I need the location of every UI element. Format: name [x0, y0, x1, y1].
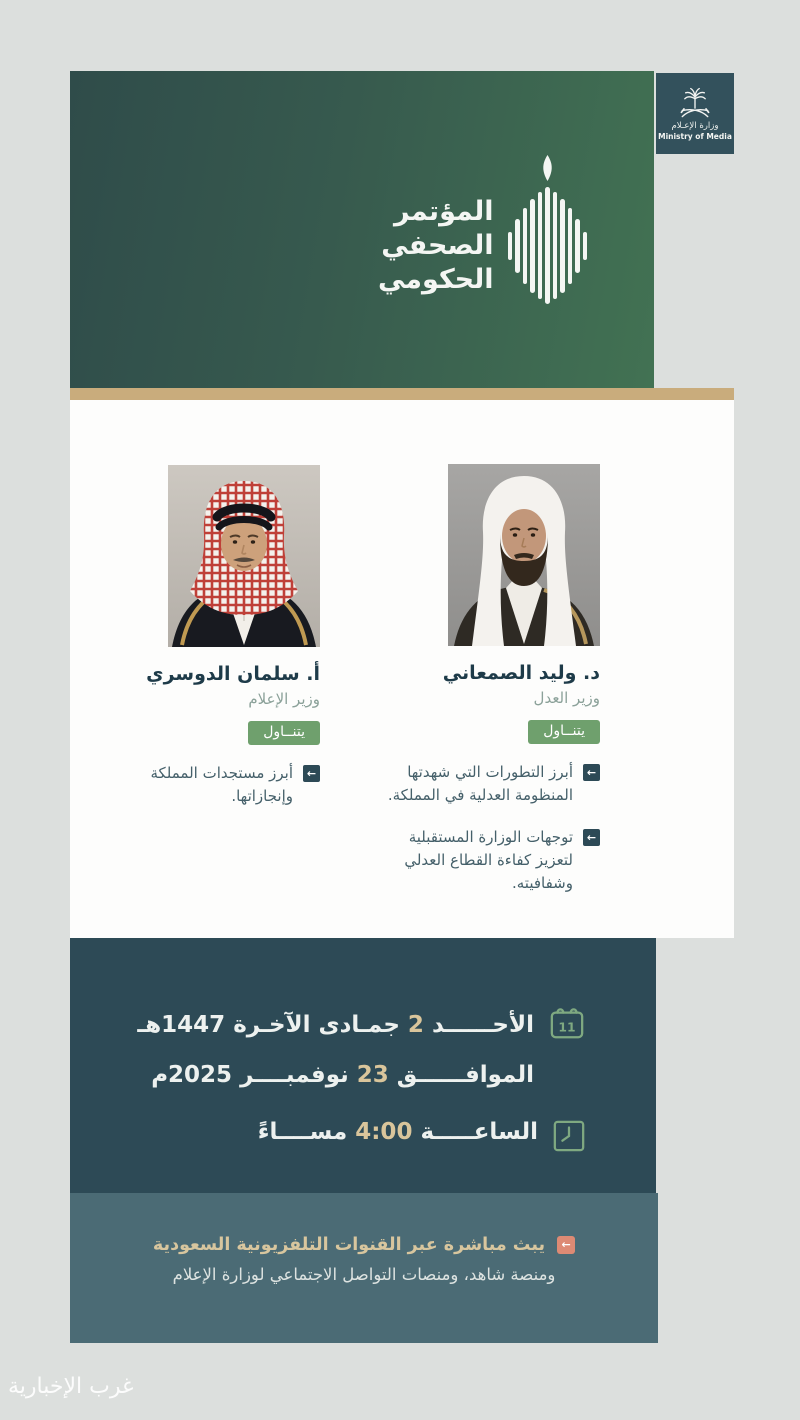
time-row	[80, 1114, 586, 1157]
speaker-name: د. وليد الصمعاني	[442, 662, 600, 684]
left-arrow-icon: ←	[583, 764, 600, 781]
date-text	[137, 1000, 534, 1100]
hijri-date-line: الأحــــــد 2 جمـادى الآخـرة 1447هـ	[137, 1012, 534, 1038]
palm-swords-emblem-icon	[678, 86, 712, 120]
soundwave-logo-icon	[508, 155, 588, 304]
broadcast-line-2: ومنصة شاهد، ومنصات التواصل الاجتماعي لوزارة الإعلام	[172, 1265, 556, 1284]
topics-list	[368, 761, 600, 895]
speaker-role: وزير العدل	[533, 689, 600, 707]
calendar-day-number: 11	[558, 1020, 576, 1035]
speaker-media-minister	[88, 465, 320, 827]
header-banner	[70, 71, 654, 388]
clock-icon	[552, 1119, 586, 1157]
topic-text: توجهات الوزارة المستقبلية لتعزيز كفاءة القطاع العدلي وشفافيته.	[404, 827, 573, 892]
time-text: الساعـــــة 4:00 مســــاءً	[257, 1119, 538, 1145]
watermark: غرب الإخبارية	[8, 1374, 134, 1399]
speakers-card	[70, 400, 734, 938]
leaf-icon	[540, 155, 555, 181]
soundwave-bars	[508, 187, 588, 304]
topic-text: أبرز التطورات التي شهدتها المنظومة العدلية في المملكة.	[387, 763, 573, 805]
conference-title	[378, 195, 494, 297]
broadcast-line-1	[153, 1235, 575, 1255]
hijri-day-number: 2	[407, 1012, 424, 1038]
minister-portrait	[448, 464, 600, 646]
topic-text: أبرز مستجدات المملكة وإنجازاتها.	[150, 764, 293, 806]
speaker-justice-minister	[368, 464, 600, 913]
title-line-1: المؤتمر	[394, 196, 494, 227]
left-arrow-icon: ←	[303, 765, 320, 782]
ministry-name-english: Ministry of Media	[658, 132, 732, 141]
title-line-3: الحكومي	[377, 264, 494, 295]
speaker-role: وزير الإعلام	[248, 690, 320, 708]
conference-logo	[378, 155, 587, 304]
time-value: 4:00	[355, 1119, 413, 1145]
broadcast-channels-text: يبث مباشرة عبر القنوات التلفزيونية السعودية	[152, 1235, 546, 1255]
title-line-2: الصحفي	[381, 230, 494, 261]
left-arrow-icon: ←	[557, 1236, 575, 1254]
minister-portrait	[168, 465, 320, 647]
broadcast-section	[70, 1193, 658, 1343]
covers-badge: يتنــاول	[528, 720, 600, 744]
topic-item	[88, 762, 320, 809]
gold-divider	[70, 388, 734, 400]
topic-item	[368, 761, 600, 808]
gregorian-day-number: 23	[356, 1062, 389, 1088]
calendar-icon	[548, 1005, 586, 1045]
gregorian-date-line: الموافــــــق 23 نوفمبــــر 2025م	[151, 1062, 534, 1088]
left-arrow-icon: ←	[583, 829, 600, 846]
covers-badge: يتنــاول	[248, 721, 320, 745]
speaker-name: أ. سلمان الدوسري	[146, 663, 320, 685]
topic-item	[368, 826, 600, 896]
date-row	[80, 1000, 586, 1100]
topics-list	[88, 762, 320, 809]
ministry-name-arabic: وزارة الإعـلام	[671, 121, 719, 131]
ministry-logo-box	[656, 73, 734, 154]
schedule-section	[70, 938, 656, 1193]
